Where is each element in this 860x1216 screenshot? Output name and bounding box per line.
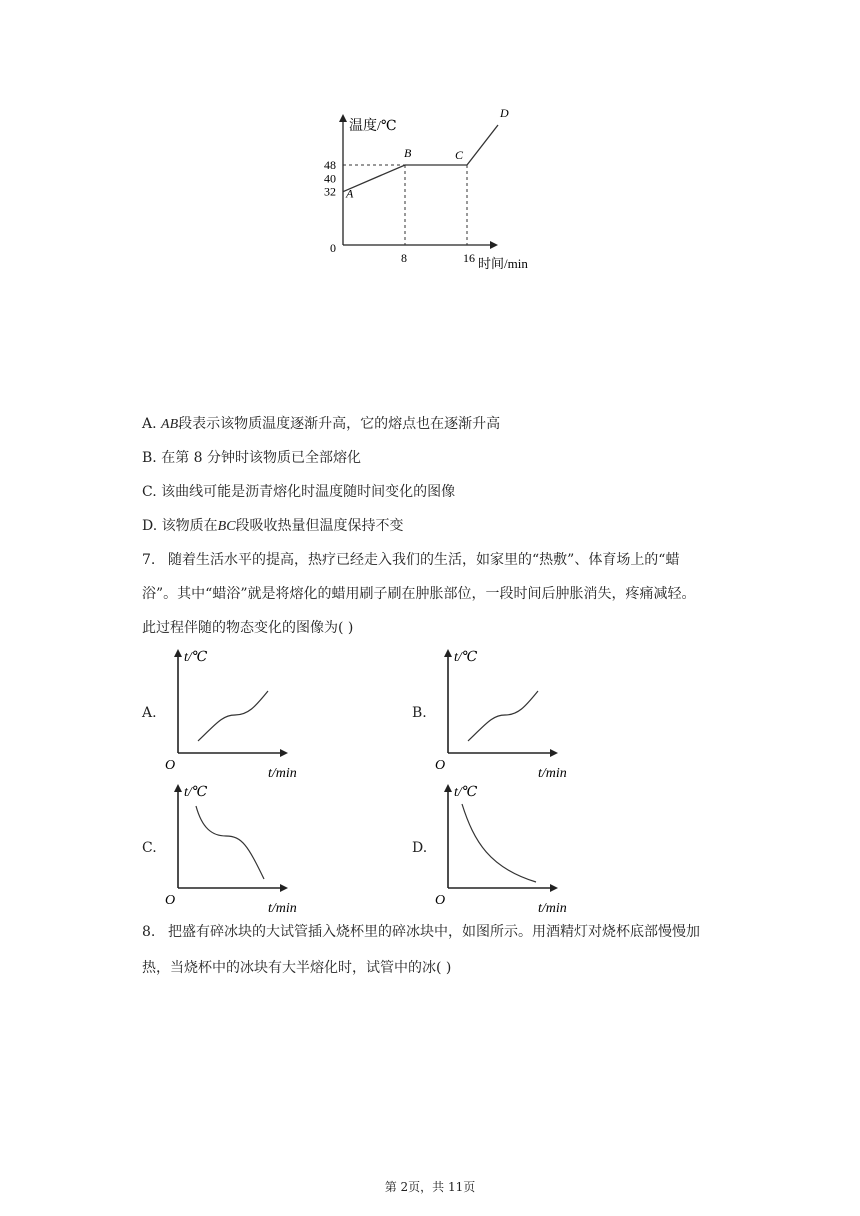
origin-label: O <box>165 893 176 908</box>
y-axis-label: t/℃ <box>184 785 208 800</box>
q8-line-1: 8. 把盛有碎冰块的大试管插入烧杯里的碎冰块中，如图所示。用酒精灯对烧杯底部慢慢加 <box>142 924 700 940</box>
q7-option-a-label: A. <box>142 705 157 721</box>
origin-label: O <box>435 758 446 773</box>
curve <box>196 806 264 879</box>
q7-graph-c <box>160 780 297 916</box>
q7-line-1: 7. 随着生活水平的提高，热疗已经走入我们的生活，如家里的“热敷”、体育场上的“蜡 <box>142 552 680 568</box>
q8-number: 8. <box>142 924 156 940</box>
x-axis-arrow <box>280 749 288 757</box>
y-axis-arrow <box>174 649 182 657</box>
x-axis-label: t/min <box>538 766 567 781</box>
q6-option-b: B. 在第 8 分钟时该物质已全部熔化 <box>142 450 361 466</box>
y-axis-arrow <box>339 114 347 122</box>
point-label-c: C <box>455 148 464 162</box>
q7-option-c-label: C. <box>142 840 157 856</box>
page-footer: 第 2页，共 11页 <box>384 1180 476 1194</box>
y-tick-label-48: 48 <box>324 158 336 172</box>
y-tick-label-40: 40 <box>324 171 336 186</box>
data-line <box>343 125 498 192</box>
curve <box>198 691 268 741</box>
q7-graph-a <box>160 645 297 781</box>
x-axis-label: t/min <box>268 766 297 781</box>
q7-line-3: 此过程伴随的物态变化的图像为( ) <box>142 620 354 636</box>
q7-number: 7. <box>142 552 156 568</box>
q8-line-2: 热，当烧杯中的冰块有大半熔化时，试管中的冰( ) <box>142 960 452 976</box>
x-axis-arrow <box>280 884 288 892</box>
origin-label: 0 <box>330 241 336 255</box>
y-axis-label: t/℃ <box>454 785 478 800</box>
x-axis-label: 时间/min <box>478 256 528 271</box>
x-axis-label: t/min <box>538 901 567 916</box>
q6-option-d: D. 该物质在BC段吸收热量但温度保持不变 <box>142 518 404 534</box>
y-axis-arrow <box>444 649 452 657</box>
q7-graph-d <box>430 780 590 915</box>
point-label-a: A <box>346 186 354 201</box>
q7-line-2: 浴”。其中“蜡浴”就是将熔化的蜡用刷子刷在肿胀部位，一段时间后肿胀消失，疼痛减轻。 <box>142 586 696 602</box>
origin-label: O <box>435 893 446 908</box>
temperature-time-chart <box>320 100 550 270</box>
x-axis-arrow <box>550 884 558 892</box>
y-axis-label: t/℃ <box>184 650 208 665</box>
y-axis-label: 温度/℃ <box>349 119 397 134</box>
q7-graph-b <box>430 645 590 780</box>
point-label-d: D <box>500 106 509 120</box>
q7-option-d-label: D. <box>412 840 428 856</box>
y-axis-label: t/℃ <box>454 650 478 665</box>
curve <box>462 804 536 882</box>
y-axis-arrow <box>444 784 452 792</box>
x-axis-arrow <box>490 241 498 249</box>
x-tick-label-16: 16 <box>463 251 475 265</box>
y-axis-arrow <box>174 784 182 792</box>
point-label-b: B <box>404 146 412 160</box>
q6-option-a: A. AB段表示该物质温度逐渐升高，它的熔点也在逐渐升高 <box>142 416 501 432</box>
x-axis-arrow <box>550 749 558 757</box>
y-tick-label-32: 32 <box>324 184 336 199</box>
curve <box>468 691 538 741</box>
x-tick-label-8: 8 <box>401 251 407 265</box>
origin-label: O <box>165 758 176 773</box>
x-axis-label: t/min <box>268 901 297 916</box>
q6-option-c: C. 该曲线可能是沥青熔化时温度随时间变化的图像 <box>142 484 456 500</box>
q7-option-b-label: B. <box>412 705 427 721</box>
